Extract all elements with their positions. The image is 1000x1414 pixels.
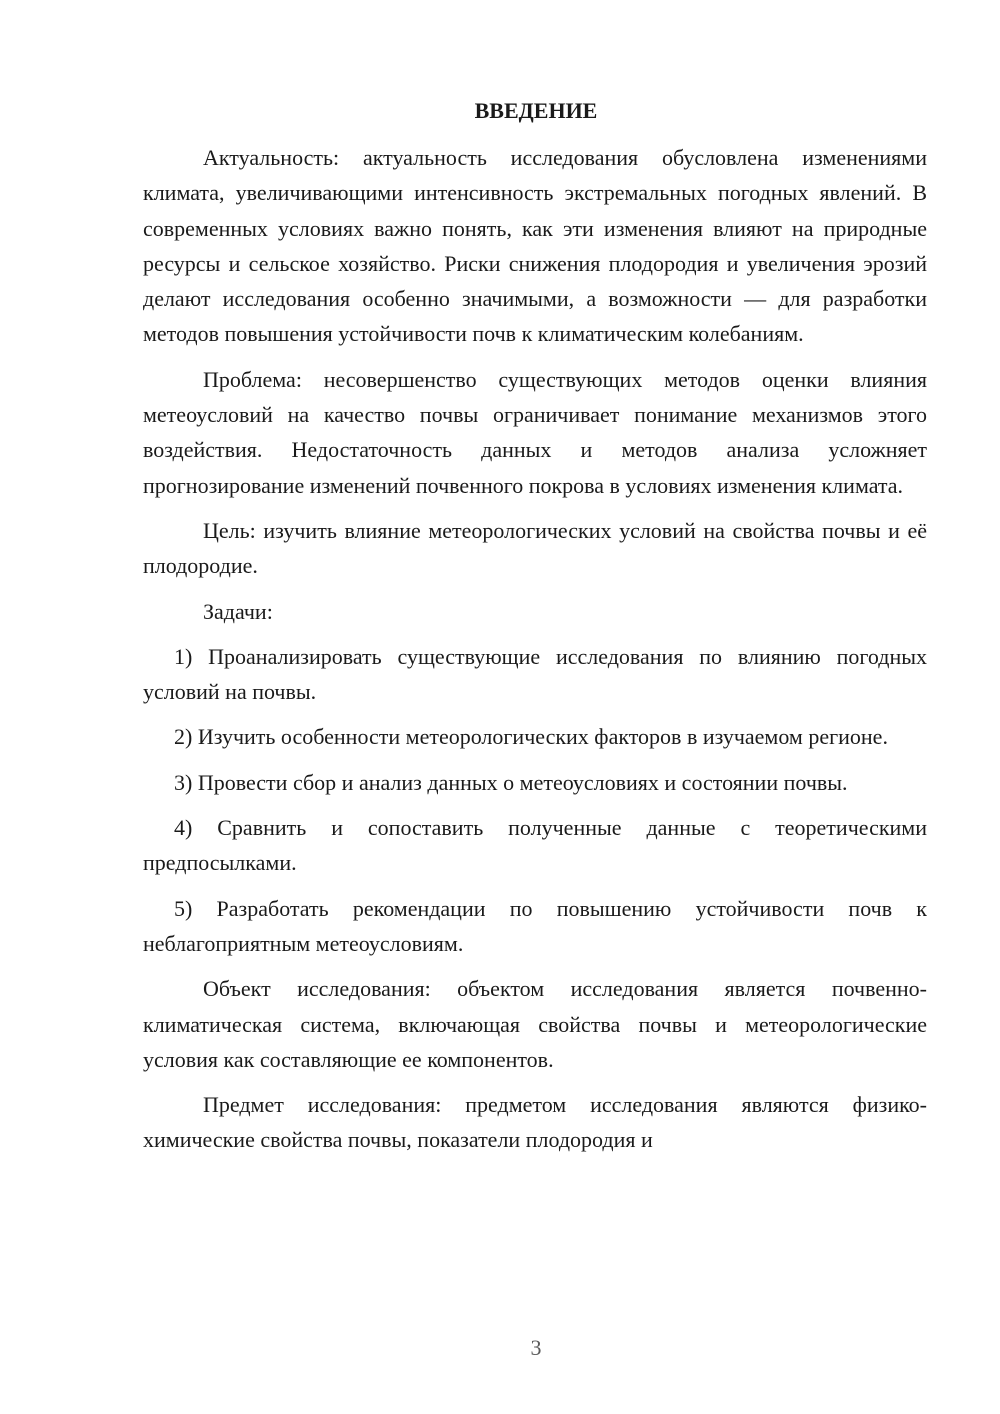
paragraph-tasks-heading: Задачи:: [203, 598, 273, 624]
task-item-4: 4) Сравнить и сопоставить полученные данные с теоретическими предпосылками.: [143, 815, 927, 876]
task-item-3: 3) Провести сбор и анализ данных о метеоусловиях и состоянии почвы.: [174, 769, 848, 795]
paragraph-object: Объект исследования: объектом исследования является почвенно-климатическая система, включающая свойства почвы и метеорологические условия как составляющие ее компонентов.: [143, 976, 927, 1072]
page-number: 3: [530, 1335, 542, 1360]
task-item-2: 2) Изучить особенности метеорологических факторов в изучаемом регионе.: [174, 724, 888, 750]
paragraph-subject: Предмет исследования: предметом исследования являются физико-химические свойства почвы, показатели плодородия и: [143, 1092, 927, 1153]
paragraph-relevance: Актуальность: актуальность исследования обусловлена изменениями климата, увеличивающими интенсивность экстремальных погодных явлений. В современных условиях важно понять, как эти изменения влияют на природные ресурсы и сельское хозяйство. Риски снижения плодородия и увеличения эрозий делают исследования особенно значимыми, а возможности — для разработки методов повышения устойчивости почв к климатическим колебаниям.: [143, 145, 927, 347]
page-content: [143, 96, 927, 1158]
paragraph-goal: Цель: изучить влияние метеорологических условий на свойства почвы и её плодородие.: [143, 517, 927, 579]
section-title: ВВЕДЕНИЕ: [474, 98, 598, 123]
task-item-1: 1) Проанализировать существующие исследования по влиянию погодных условий на почвы.: [143, 643, 927, 705]
paragraph-problem: Проблема: несовершенство существующих методов оценки влияния метеоусловий на качество почвы ограничивает понимание механизмов этого воздействия. Недостаточность данных и методов анализа усложняет прогнозирование изменений почвенного покрова в условиях изменения климата.: [143, 366, 927, 498]
task-item-5: 5) Разработать рекомендации по повышению устойчивости почв к неблагоприятным метеоусловиям.: [143, 895, 927, 956]
